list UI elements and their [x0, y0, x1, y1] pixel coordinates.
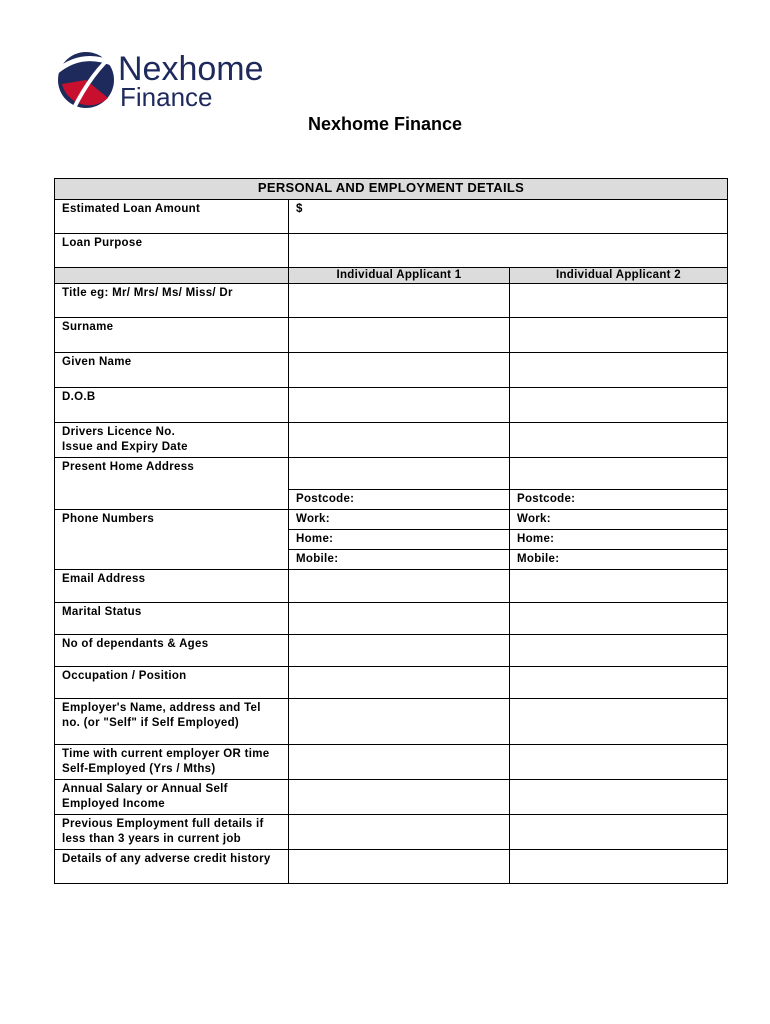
title-label: Title eg: Mr/ Mrs/ Ms/ Miss/ Dr	[55, 284, 289, 318]
section-header-row	[55, 179, 728, 200]
time-employed-row	[55, 745, 728, 780]
previous-employment-field-applicant-2[interactable]	[510, 815, 728, 850]
email-field-applicant-2[interactable]	[510, 570, 728, 603]
loan-purpose-field[interactable]	[289, 234, 728, 268]
licence-field-applicant-2[interactable]	[510, 423, 728, 458]
dependants-label: No of dependants & Ages	[55, 635, 289, 667]
salary-field-applicant-1[interactable]	[289, 780, 510, 815]
logo-mark-icon	[56, 52, 116, 108]
document-title: Nexhome Finance	[307, 114, 463, 134]
phone-work-row	[55, 510, 728, 530]
home-phone-field-applicant-2[interactable]: Home:	[510, 530, 728, 550]
marital-label: Marital Status	[55, 603, 289, 635]
address-field-applicant-2[interactable]	[510, 458, 728, 490]
dob-row	[55, 388, 728, 423]
email-field-applicant-1[interactable]	[289, 570, 510, 603]
address-label: Present Home Address	[55, 458, 289, 510]
time-employed-field-applicant-1[interactable]	[289, 745, 510, 780]
licence-label	[55, 423, 289, 458]
currency-prefix: $	[296, 203, 303, 215]
licence-label-line1: Drivers Licence No.	[62, 426, 176, 438]
postcode-field-applicant-1[interactable]: Postcode:	[289, 490, 510, 510]
loan-purpose-row	[55, 234, 728, 268]
estimated-loan-amount-label: Estimated Loan Amount	[55, 200, 289, 234]
licence-field-applicant-1[interactable]	[289, 423, 510, 458]
dob-field-applicant-2[interactable]	[510, 388, 728, 423]
nexhome-logo	[52, 42, 302, 114]
work-phone-field-applicant-1[interactable]: Work:	[289, 510, 510, 530]
work-phone-field-applicant-2[interactable]: Work:	[510, 510, 728, 530]
logo-text-nexhome: Nexhome	[118, 50, 264, 88]
email-row	[55, 570, 728, 603]
dependants-field-applicant-1[interactable]	[289, 635, 510, 667]
column-header-blank	[55, 268, 289, 284]
dependants-field-applicant-2[interactable]	[510, 635, 728, 667]
previous-employment-row	[55, 815, 728, 850]
address-field-applicant-1[interactable]	[289, 458, 510, 490]
adverse-credit-field-applicant-1[interactable]	[289, 850, 510, 884]
email-label: Email Address	[55, 570, 289, 603]
dob-label: D.O.B	[55, 388, 289, 423]
estimated-loan-amount-field[interactable]	[289, 200, 728, 234]
marital-row	[55, 603, 728, 635]
loan-purpose-label: Loan Purpose	[55, 234, 289, 268]
employer-field-applicant-1[interactable]	[289, 699, 510, 745]
title-field-applicant-2[interactable]	[510, 284, 728, 318]
given-name-label: Given Name	[55, 353, 289, 388]
surname-label: Surname	[55, 318, 289, 353]
applicant-column-header-row	[55, 268, 728, 284]
phone-numbers-label: Phone Numbers	[55, 510, 289, 570]
dob-field-applicant-1[interactable]	[289, 388, 510, 423]
licence-row	[55, 423, 728, 458]
title-row	[55, 284, 728, 318]
employer-row	[55, 699, 728, 745]
personal-employment-form	[54, 178, 728, 884]
given-name-field-applicant-1[interactable]	[289, 353, 510, 388]
address-row	[55, 458, 728, 490]
salary-row	[55, 780, 728, 815]
occupation-field-applicant-1[interactable]	[289, 667, 510, 699]
time-employed-label: Time with current employer OR time Self-Employed (Yrs / Mths)	[55, 745, 289, 780]
employer-label: Employer's Name, address and Tel no. (or "Self" if Self Employed)	[55, 699, 289, 745]
section-title: PERSONAL AND EMPLOYMENT DETAILS	[55, 179, 728, 200]
salary-label: Annual Salary or Annual Self Employed Income	[55, 780, 289, 815]
time-employed-field-applicant-2[interactable]	[510, 745, 728, 780]
marital-field-applicant-2[interactable]	[510, 603, 728, 635]
occupation-field-applicant-2[interactable]	[510, 667, 728, 699]
column-header-applicant-2: Individual Applicant 2	[510, 268, 728, 284]
mobile-phone-field-applicant-2[interactable]: Mobile:	[510, 550, 728, 570]
previous-employment-label: Previous Employment full details if less than 3 years in current job	[55, 815, 289, 850]
postcode-field-applicant-2[interactable]: Postcode:	[510, 490, 728, 510]
employer-field-applicant-2[interactable]	[510, 699, 728, 745]
given-name-row	[55, 353, 728, 388]
column-header-applicant-1: Individual Applicant 1	[289, 268, 510, 284]
surname-row	[55, 318, 728, 353]
loan-amount-row	[55, 200, 728, 234]
logo-text-finance: Finance	[120, 82, 213, 112]
home-phone-field-applicant-1[interactable]: Home:	[289, 530, 510, 550]
dependants-row	[55, 635, 728, 667]
licence-label-line2: Issue and Expiry Date	[62, 441, 188, 453]
occupation-row	[55, 667, 728, 699]
occupation-label: Occupation / Position	[55, 667, 289, 699]
salary-field-applicant-2[interactable]	[510, 780, 728, 815]
adverse-credit-label: Details of any adverse credit history	[55, 850, 289, 884]
mobile-phone-field-applicant-1[interactable]: Mobile:	[289, 550, 510, 570]
given-name-field-applicant-2[interactable]	[510, 353, 728, 388]
title-field-applicant-1[interactable]	[289, 284, 510, 318]
surname-field-applicant-1[interactable]	[289, 318, 510, 353]
adverse-credit-row	[55, 850, 728, 884]
surname-field-applicant-2[interactable]	[510, 318, 728, 353]
adverse-credit-field-applicant-2[interactable]	[510, 850, 728, 884]
previous-employment-field-applicant-1[interactable]	[289, 815, 510, 850]
marital-field-applicant-1[interactable]	[289, 603, 510, 635]
